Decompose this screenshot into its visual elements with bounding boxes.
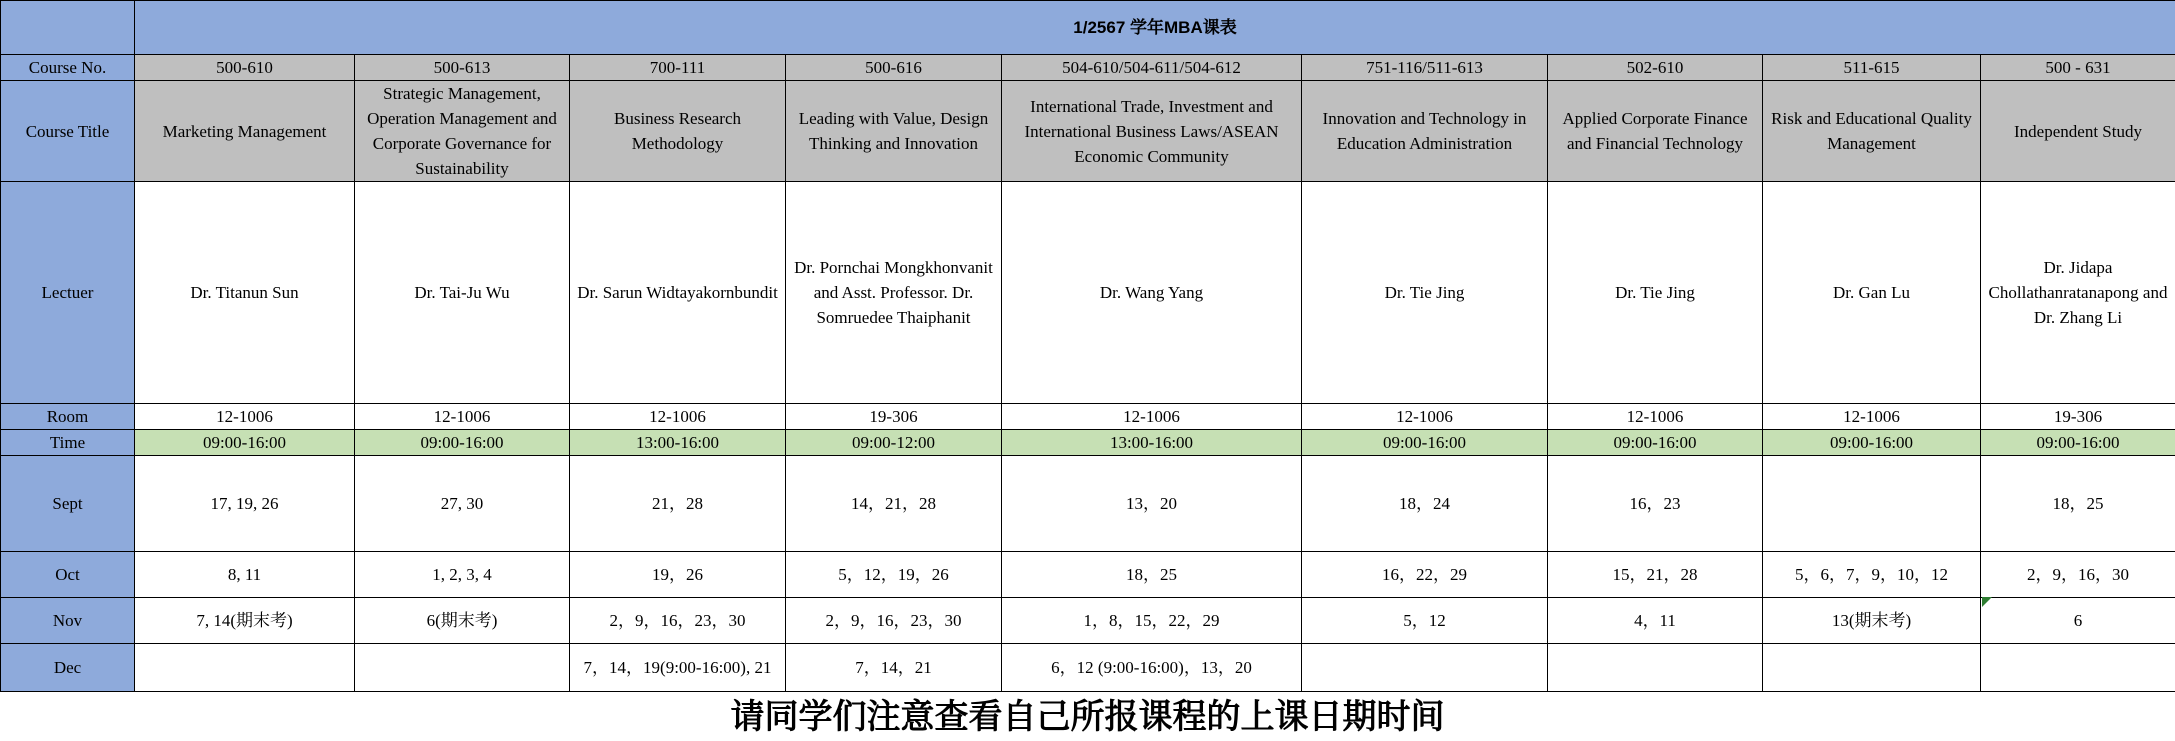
lecturer-cell: Dr. Wang Yang — [1002, 182, 1302, 404]
dec-row — [1, 644, 2175, 692]
sept-row — [1, 456, 2175, 552]
course-no-cell: 511-615 — [1763, 55, 1981, 81]
lecturer-cell: Dr. Jidapa Chollathanratanapong and Dr. Zhang Li — [1981, 182, 2175, 404]
course-no-cell: 502-610 — [1548, 55, 1763, 81]
course-title-cell: Independent Study — [1981, 81, 2175, 182]
page-title: 1/2567 学年MBA课表 — [135, 1, 2175, 55]
nov-dates-cell: 4，11 — [1548, 598, 1763, 644]
oct-dates-cell: 19，26 — [570, 552, 786, 598]
lecturer-cell: Dr. Tie Jing — [1548, 182, 1763, 404]
lecturer-cell: Dr. Sarun Widtayakornbundit — [570, 182, 786, 404]
oct-dates-cell: 2，9，16，30 — [1981, 552, 2175, 598]
lecturer-cell: Dr. Gan Lu — [1763, 182, 1981, 404]
course-no-cell: 500-613 — [355, 55, 570, 81]
time-cell: 09:00-16:00 — [1981, 430, 2175, 456]
time-cell: 13:00-16:00 — [1002, 430, 1302, 456]
lecturer-row — [1, 182, 2175, 404]
sept-dates-cell: 16，23 — [1548, 456, 1763, 552]
lecturer-cell: Dr. Titanun Sun — [135, 182, 355, 404]
dec-dates-cell — [1548, 644, 1763, 692]
room-cell: 19-306 — [786, 404, 1002, 430]
sept-dates-cell — [1763, 456, 1981, 552]
row-label-nov: Nov — [1, 598, 135, 644]
nov-dates-cell: 5，12 — [1302, 598, 1548, 644]
nov-dates-cell: 7, 14(期末考) — [135, 598, 355, 644]
dec-dates-cell: 7，14，21 — [786, 644, 1002, 692]
sept-dates-cell: 21，28 — [570, 456, 786, 552]
time-cell: 09:00-16:00 — [1302, 430, 1548, 456]
course-title-cell: Innovation and Technology in Education Administration — [1302, 81, 1548, 182]
row-label-course-no: Course No. — [1, 55, 135, 81]
course-no-cell: 700-111 — [570, 55, 786, 81]
lecturer-cell: Dr. Tai-Ju Wu — [355, 182, 570, 404]
oct-dates-cell: 18，25 — [1002, 552, 1302, 598]
lecturer-cell: Dr. Pornchai Mongkhonvanit and Asst. Professor. Dr. Somruedee Thaiphanit — [786, 182, 1002, 404]
row-label-room: Room — [1, 404, 135, 430]
oct-dates-cell: 15，21，28 — [1548, 552, 1763, 598]
row-label-time: Time — [1, 430, 135, 456]
oct-dates-cell: 5，12，19，26 — [786, 552, 1002, 598]
nov-dates-cell: 2，9，16，23，30 — [570, 598, 786, 644]
dec-dates-cell: 6，12 (9:00-16:00)，13，20 — [1002, 644, 1302, 692]
sept-dates-cell: 13，20 — [1002, 456, 1302, 552]
room-cell: 12-1006 — [1302, 404, 1548, 430]
room-cell: 12-1006 — [135, 404, 355, 430]
corner-cell — [1, 1, 135, 55]
course-title-cell: Business Research Methodology — [570, 81, 786, 182]
oct-dates-cell: 1, 2, 3, 4 — [355, 552, 570, 598]
nov-dates-cell: 6(期末考) — [355, 598, 570, 644]
course-no-cell: 751-116/511-613 — [1302, 55, 1548, 81]
nov-dates-cell: 6 — [1981, 598, 2175, 644]
dec-dates-cell — [1981, 644, 2175, 692]
nov-dates-cell: 13(期末考) — [1763, 598, 1981, 644]
row-label-dec: Dec — [1, 644, 135, 692]
course-title-cell: Leading with Value, Design Thinking and Innovation — [786, 81, 1002, 182]
course-title-cell: Risk and Educational Quality Management — [1763, 81, 1981, 182]
sept-dates-cell: 14，21，28 — [786, 456, 1002, 552]
sept-dates-cell: 18，25 — [1981, 456, 2175, 552]
time-cell: 09:00-12:00 — [786, 430, 1002, 456]
course-no-cell: 500 - 631 — [1981, 55, 2175, 81]
sept-dates-cell: 17, 19, 26 — [135, 456, 355, 552]
footer-notice: 请同学们注意查看自己所报课程的上课日期时间 — [730, 697, 1445, 737]
course-title-cell: Strategic Management, Operation Management and Corporate Governance for Sustainability — [355, 81, 570, 182]
dec-dates-cell — [355, 644, 570, 692]
title-row — [1, 1, 2175, 55]
nov-dates-cell: 2，9，16，23，30 — [786, 598, 1002, 644]
oct-dates-cell: 8, 11 — [135, 552, 355, 598]
dec-dates-cell — [1763, 644, 1981, 692]
course-title-cell: International Trade, Investment and International Business Laws/ASEAN Economic Community — [1002, 81, 1302, 182]
course-title-row — [1, 81, 2175, 182]
sept-dates-cell: 27, 30 — [355, 456, 570, 552]
dec-dates-cell — [1302, 644, 1548, 692]
sept-dates-cell: 18，24 — [1302, 456, 1548, 552]
row-label-sept: Sept — [1, 456, 135, 552]
course-title-cell: Marketing Management — [135, 81, 355, 182]
room-cell: 12-1006 — [1763, 404, 1981, 430]
room-cell: 12-1006 — [570, 404, 786, 430]
time-cell: 09:00-16:00 — [355, 430, 570, 456]
nov-dates-cell: 1，8，15，22，29 — [1002, 598, 1302, 644]
room-row — [1, 404, 2175, 430]
time-row — [1, 430, 2175, 456]
room-cell: 12-1006 — [355, 404, 570, 430]
lecturer-cell: Dr. Tie Jing — [1302, 182, 1548, 404]
course-no-row — [1, 55, 2175, 81]
time-cell: 13:00-16:00 — [570, 430, 786, 456]
oct-row — [1, 552, 2175, 598]
time-cell: 09:00-16:00 — [1763, 430, 1981, 456]
course-no-cell: 500-610 — [135, 55, 355, 81]
oct-dates-cell: 16，22，29 — [1302, 552, 1548, 598]
oct-dates-cell: 5，6，7，9，10，12 — [1763, 552, 1981, 598]
row-label-oct: Oct — [1, 552, 135, 598]
room-cell: 19-306 — [1981, 404, 2175, 430]
row-label-course-title: Course Title — [1, 81, 135, 182]
course-no-cell: 500-616 — [786, 55, 1002, 81]
time-cell: 09:00-16:00 — [1548, 430, 1763, 456]
room-cell: 12-1006 — [1548, 404, 1763, 430]
dec-dates-cell: 7，14，19(9:00-16:00), 21 — [570, 644, 786, 692]
nov-row — [1, 598, 2175, 644]
dec-dates-cell — [135, 644, 355, 692]
time-cell: 09:00-16:00 — [135, 430, 355, 456]
course-no-cell: 504-610/504-611/504-612 — [1002, 55, 1302, 81]
cell-comment-marker — [1982, 597, 1992, 607]
row-label-lecturer: Lectuer — [1, 182, 135, 404]
room-cell: 12-1006 — [1002, 404, 1302, 430]
course-title-cell: Applied Corporate Finance and Financial Technology — [1548, 81, 1763, 182]
